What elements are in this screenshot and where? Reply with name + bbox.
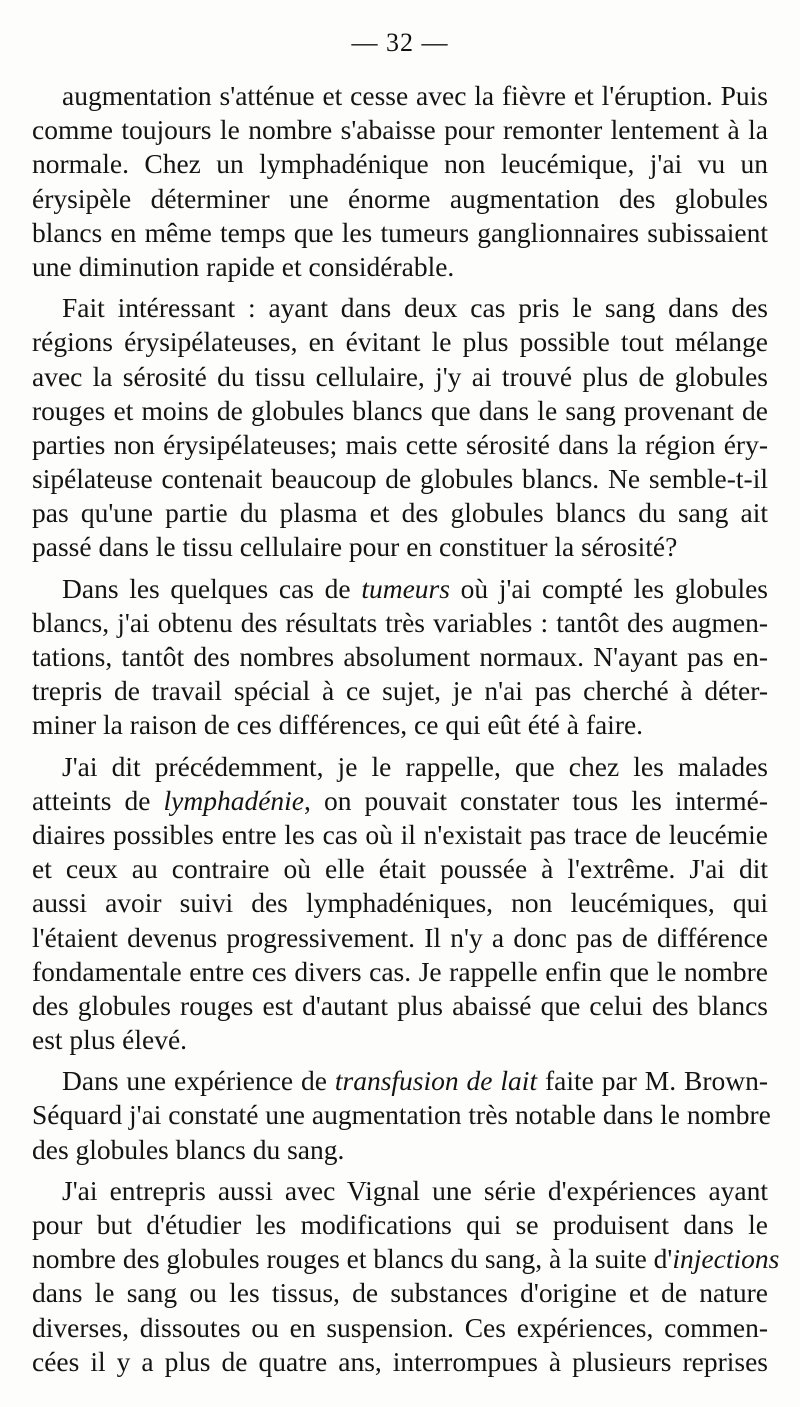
text-line: Dans les quelques cas de tumeurs où j'ai compté les globules bbox=[62, 572, 769, 604]
paragraph bbox=[32, 1174, 780, 1379]
text-line: trepris de travail spécial à ce sujet, je n'ai pas cherché à déter- bbox=[32, 675, 768, 707]
text-line: pour but d'étudier les modifications qui se produisent dans le bbox=[32, 1209, 768, 1240]
text-line: régions érysipélateuses, en évitant le plus possible tout mélange bbox=[32, 326, 768, 358]
text-line: blancs, j'ai obtenu des résultats très variables : tantôt des augmen- bbox=[32, 606, 768, 638]
text-line: sipélateuse contenait beaucoup de globules blancs. Ne semble-t-il bbox=[32, 463, 768, 495]
text-line: cées il y a plus de quatre ans, interrompues à plusieurs reprises bbox=[32, 1345, 768, 1377]
italic-term: injections bbox=[672, 1243, 780, 1275]
paragraph bbox=[32, 750, 768, 1058]
text-line: diverses, dissoutes ou en suspension. Ces expériences, commen- bbox=[32, 1311, 768, 1343]
paragraph bbox=[32, 79, 768, 284]
text-line: fondamentale entre ces divers cas. Je rappelle enfin que le nombre bbox=[32, 955, 768, 987]
text-line: augmentation s'atténue et cesse avec la fièvre et l'éruption. Puis bbox=[62, 80, 768, 111]
text-line: miner la raison de ces différences, ce qui eût été à faire. bbox=[32, 709, 644, 741]
text-line: blancs en même temps que les tumeurs ganglionnaires subissaient bbox=[32, 216, 768, 248]
text-line: dans le sang ou les tissus, de substances d'origine et de nature bbox=[32, 1277, 768, 1309]
text-line: parties non érysipélateuses; mais cette sérosité dans la région éry- bbox=[32, 428, 768, 460]
text-line: avec la sérosité du tissu cellulaire, j'y ai trouvé plus de globules bbox=[32, 360, 768, 392]
text-line: tations, tantôt des nombres absolument normaux. N'ayant pas en- bbox=[32, 641, 768, 672]
text-line: Dans une expérience de transfusion de lait faite par M. Brown- bbox=[62, 1065, 769, 1097]
text-line: J'ai entrepris aussi avec Vignal une série d'expériences ayant bbox=[62, 1174, 768, 1206]
text-line: passé dans le tissu cellulaire pour en constituer la sérosité? bbox=[32, 531, 678, 563]
text-line: est plus élevé. bbox=[32, 1024, 188, 1056]
text-line: J'ai dit précédemment, je le rappelle, que chez les malades bbox=[62, 750, 768, 782]
text-line: diaires possibles entre les cas où il n'existait pas trace de leucémie bbox=[32, 818, 768, 850]
text-line: et ceux au contraire où elle était poussée à l'extrême. J'ai dit bbox=[32, 853, 768, 885]
text-line: comme toujours le nombre s'abaisse pour remonter lentement à la bbox=[32, 114, 768, 146]
text-line: atteints de lymphadénie, on pouvait constater tous les intermé- bbox=[32, 784, 768, 816]
paragraph bbox=[32, 1064, 771, 1167]
italic-term: lymphadénie bbox=[163, 784, 305, 816]
text-line: l'étaient devenus progressivement. Il n'y a donc pas de différence bbox=[32, 921, 768, 953]
body-text bbox=[32, 79, 780, 1386]
text-line: Séquard j'ai constaté une augmentation très notable dans le nombre bbox=[32, 1099, 771, 1131]
text-line: des globules blancs du sang. bbox=[32, 1133, 345, 1165]
text-line: Fait intéressant : ayant dans deux cas pris le sang dans des bbox=[62, 292, 768, 324]
italic-term: tumeurs bbox=[361, 572, 450, 604]
text-line: pas qu'une partie du plasma et des globules blancs du sang ait bbox=[32, 497, 768, 529]
paragraph bbox=[32, 572, 768, 743]
text-line: des globules rouges est d'autant plus abaissé que celui des blancs bbox=[32, 989, 768, 1021]
italic-term: transfusion de lait bbox=[334, 1065, 538, 1097]
paragraph bbox=[32, 291, 768, 565]
text-line: une diminution rapide et considérable. bbox=[32, 250, 455, 282]
text-line: érysipèle déterminer une énorme augmentation des globules bbox=[32, 182, 768, 214]
text-line: rouges et moins de globules blancs que dans le sang provenant de bbox=[32, 394, 768, 426]
text-line: normale. Chez un lymphadénique non leucémique, j'ai vu un bbox=[32, 148, 768, 180]
text-line: nombre des globules rouges et blancs du sang, à la suite d'injections bbox=[32, 1243, 780, 1275]
page-number: — 32 — bbox=[351, 28, 449, 57]
text-line: aussi avoir suivi des lymphadéniques, non leucémiques, qui bbox=[32, 887, 768, 919]
